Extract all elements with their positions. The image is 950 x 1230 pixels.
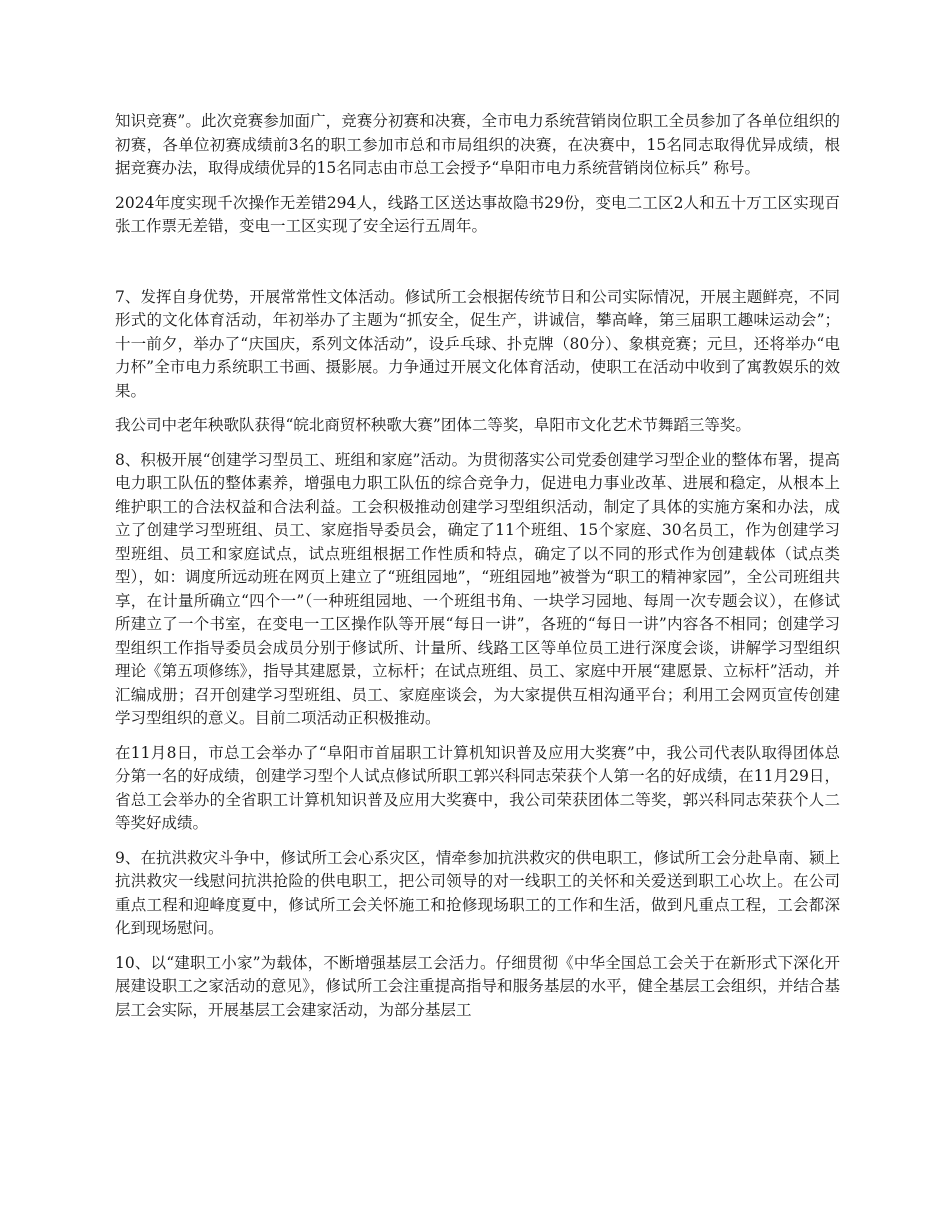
paragraph-computer-contest: 在11月8日，市总工会举办了“阜阳市首届职工计算机知识普及应用大奖赛”中，我公司代表队取得团体总分第一名的好成绩，创建学习型个人试点修试所职工郭兴科同志荣获个人第一名的好成绩，在11月29日，省总工会举办的全省职工计算机知识普及应用大奖赛中，我公司荣获团体二等奖，郭兴科同志荣获个人二等奖好成绩。 [115,743,840,832]
paragraph-gap [115,250,840,286]
paragraph-safety-record: 2024年度实现千次操作无差错294人，线路工区送达事故隐书29份，变电二工区2人和五十万工区实现百张工作票无差错，变电一工区实现了安全运行五周年。 [115,193,840,235]
paragraph-item-9-flood-relief: 9、在抗洪救灾斗争中，修试所工会心系灾区，情牵参加抗洪救灾的供电职工，修试所工会分赴阜南、颍上抗洪救灾一线慰问抗洪抢险的供电职工，把公司领导的对一线职工的关怀和关爱送到职工心坎上。在公司重点工程和迎峰度夏中，修试所工会关怀施工和抢修现场职工的工作和生活，做到凡重点工程，工会都深化到现场慰问。 [115,848,840,937]
paragraph-item-7-culture-sports: 7、发挥自身优势，开展常常性文体活动。修试所工会根据传统节日和公司实际情况，开展主题鲜亮，不同形式的文化体育活动，年初举办了主题为“抓安全，促生产，讲诚信，攀高峰，第三届职工趣味运动会”；十一前夕，举办了“庆国庆，系列文体活动”，设乒乓球、扑克牌（80分）、象棋竞赛；元旦，还将举办“电力杯”全市电力系统职工书画、摄影展。力争通过开展文化体育活动，使职工在活动中收到了寓教娱乐的效果。 [115,287,840,400]
paragraph-item-8-learning-organization: 8、积极开展“创建学习型员工、班组和家庭”活动。为贯彻落实公司党委创建学习型企业的整体布署，提高电力职工队伍的整体素养，增强电力职工队伍的综合竞争力，促进电力事业改革、进展和稳定，从根本上维护职工的合法权益和合法利益。工会积极推动创建学习型组织活动，制定了具体的实施方案和办法，成立了创建学习型班组、员工、家庭指导委员会，确定了11个班组、15个家庭、30名员工，作为创建学习型班组、员工和家庭试点，试点班组根据工作性质和特点，确定了以不同的形式作为创建载体（试点类型），如：调度所远动班在网页上建立了“班组园地”，“班组园地”被誉为“职工的精神家园”，全公司班组共享，在计量所确立“四个一”（一种班组园地、一个班组书角、一块学习园地、每周一次专题会议），在修试所建立了一个书室，在变电一工区操作队等开展“每日一讲”，各班的“每日一讲”内容各不相同；创建学习型组织工作指导委员会成员分别于修试所、计量所、线路工区等单位员工进行深度会谈，讲解学习型组织理论《第五项修练》，指导其建愿景，立标杆；在试点班组、员工、家庭中开展“建愿景、立标杆”活动，并汇编成册；召开创建学习型班组、员工、家庭座谈会，为大家提供互相沟通平台；利用工会网页宣传创建学习型组织的意义。目前二项活动正积极推动。 [115,450,840,727]
document-page [115,110,840,1033]
paragraph-knowledge-contest: 知识竞赛”。此次竞赛参加面广，竞赛分初赛和决赛，全市电力系统营销岗位职工全员参加了各单位组织的初赛，各单位初赛成绩前3名的职工参加市总和市局组织的决赛，在决赛中，15名同志取得优异成绩，根据竞赛办法，取得成绩优异的15名同志由市总工会授予“阜阳市电力系统营销岗位标兵” 称号。 [115,112,840,177]
paragraph-item-10-staff-home: 10、以“建职工小家”为载体，不断增强基层工会活力。仔细贯彻《中华全国总工会关于在新形式下深化开展建设职工之家活动的意见》，修试所工会注重提高指导和服务基层的水平，健全基层工会组织，并结合基层工会实际，开展基层工会建家活动，为部分基层工 [115,953,840,1019]
paragraph-yangge-award: 我公司中老年秧歌队获得“皖北商贸杯秧歌大赛”团体二等奖，阜阳市文化艺术节舞蹈三等奖。 [115,416,751,434]
